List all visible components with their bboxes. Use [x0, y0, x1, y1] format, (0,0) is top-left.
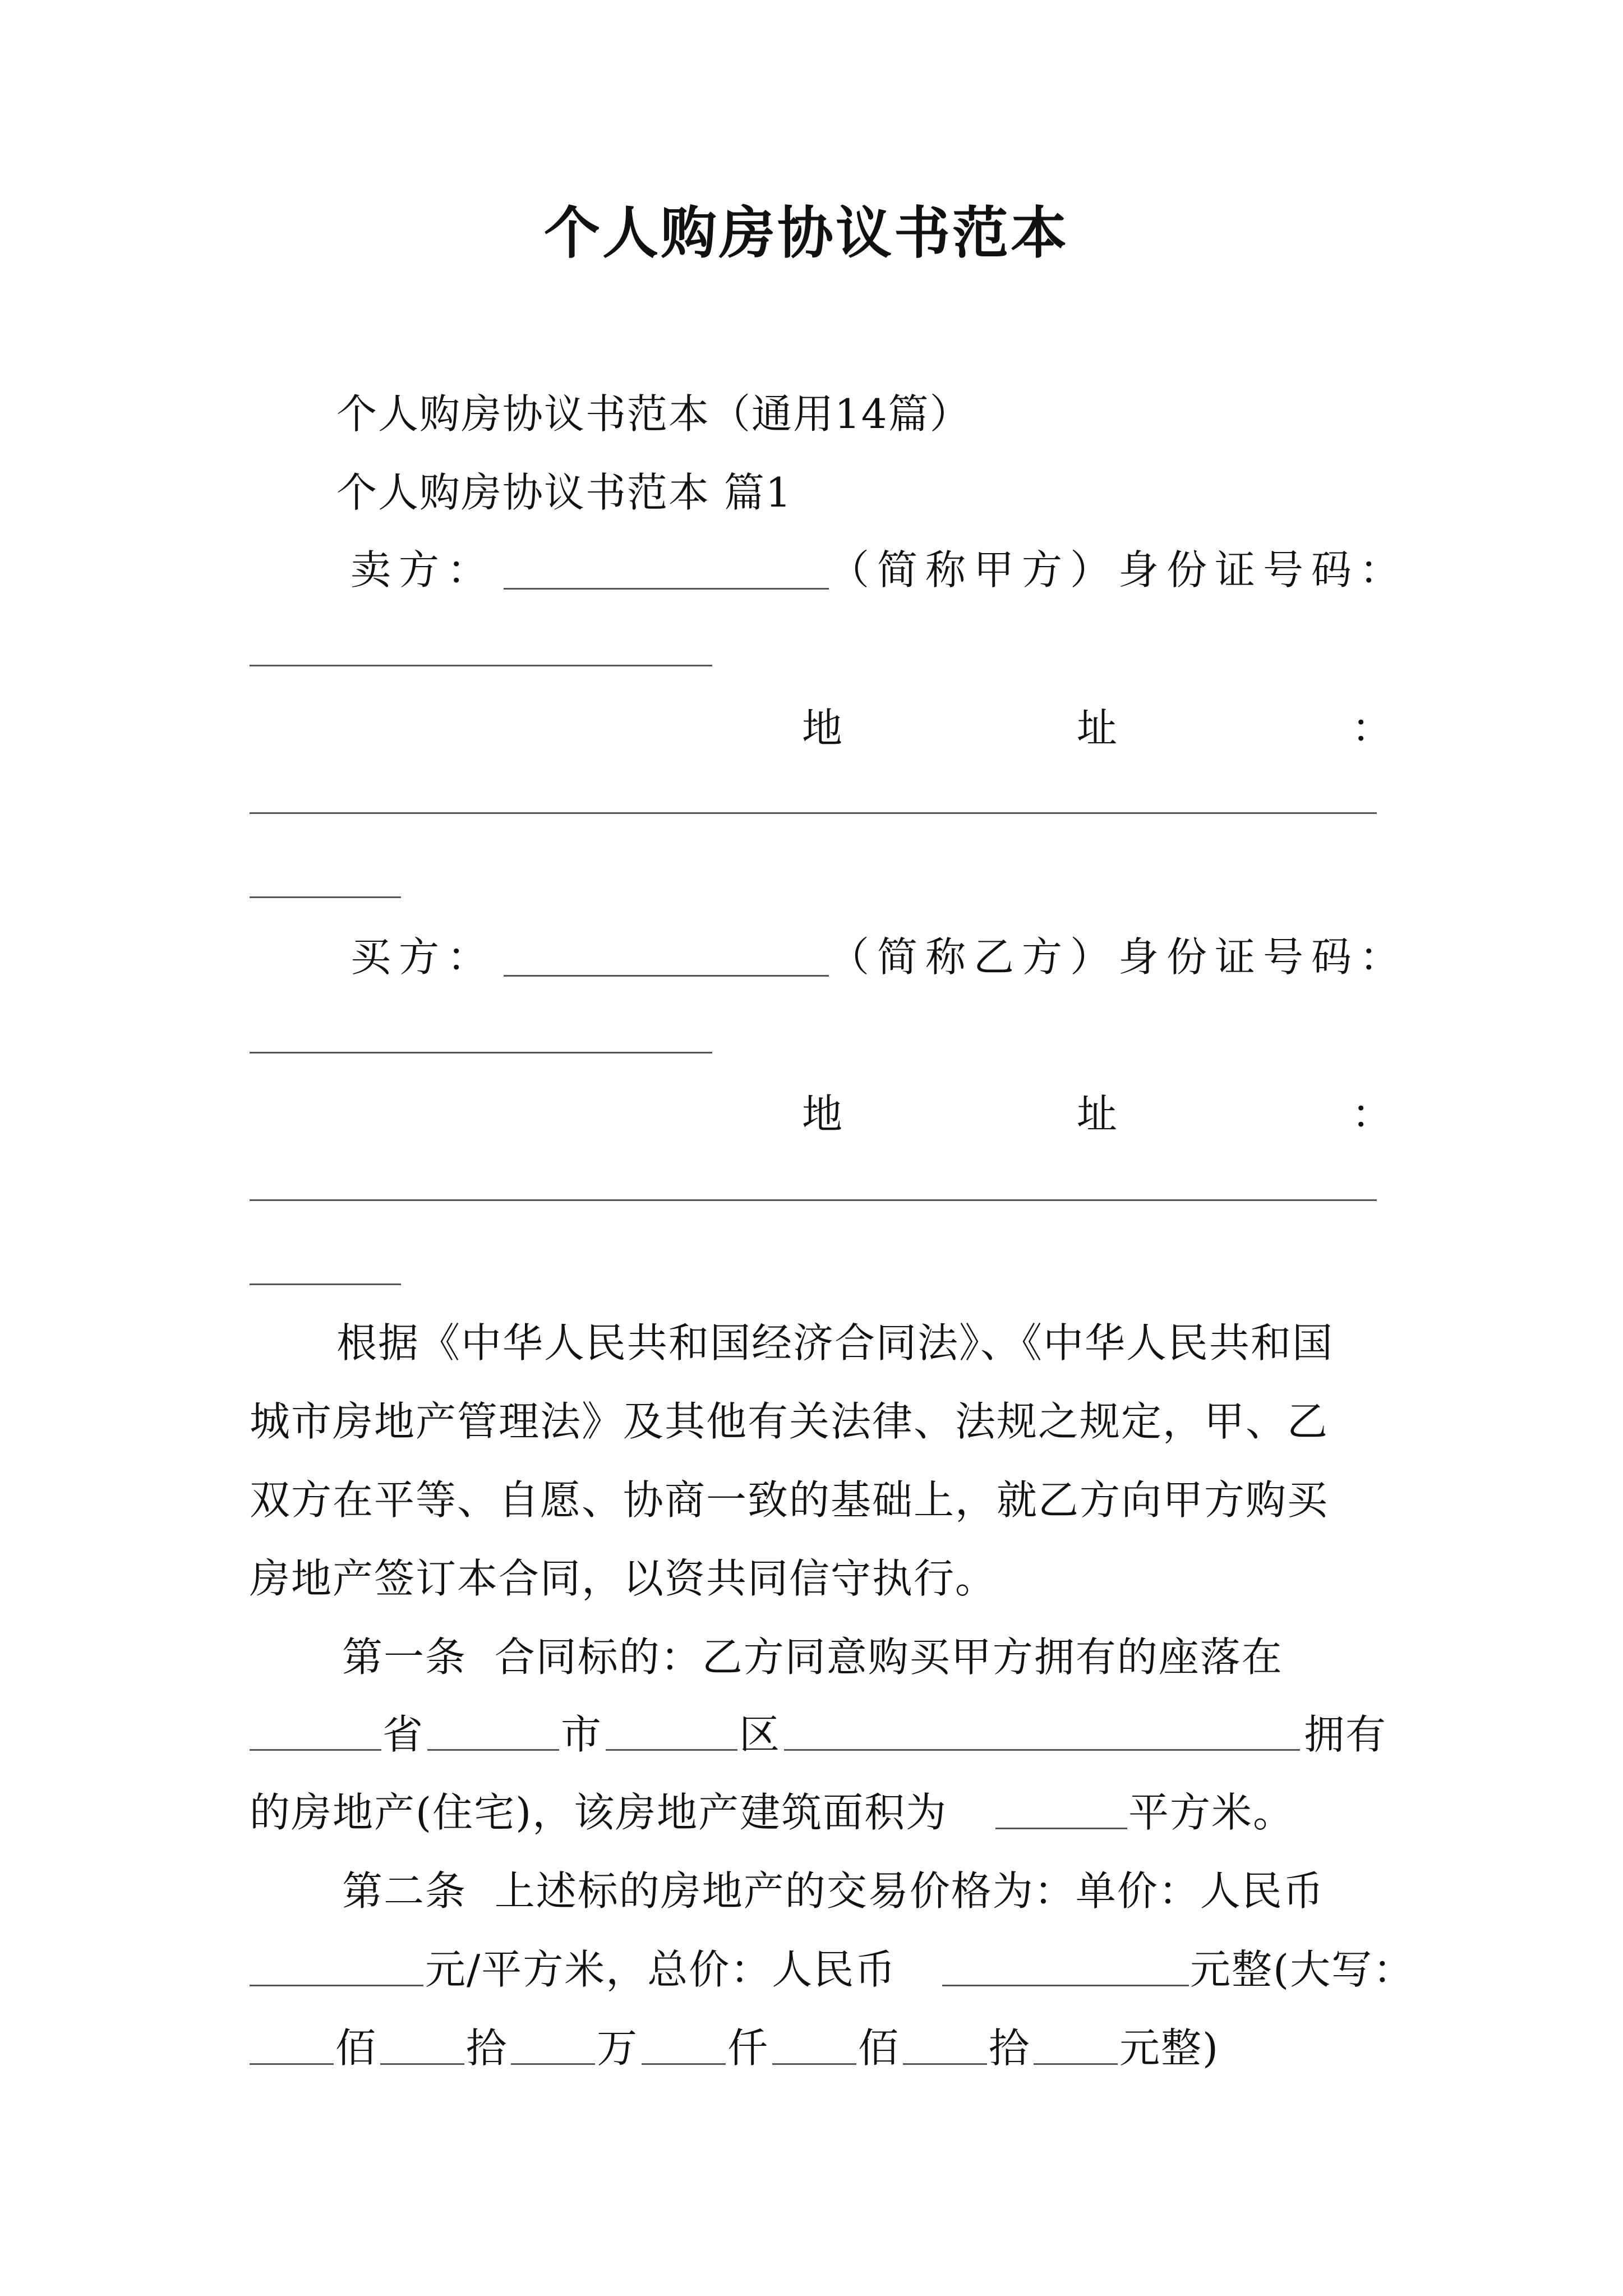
buyer-address-char-2: 址 [1077, 1091, 1119, 1138]
buyer-address-blank-1 [250, 1199, 1377, 1201]
article2-total-blank [942, 1985, 1189, 1986]
seller-address-blank-2 [250, 896, 401, 898]
article2-unit-2: 拾 [466, 2024, 508, 2072]
article1-line-1: 第一条 合同标的：乙方同意购买甲方拥有的座落在 [342, 1634, 1283, 1681]
article2-unit-5: 佰 [858, 2024, 900, 2072]
seller-address-char-1: 地 [802, 705, 844, 752]
seller-id-blank [250, 665, 712, 666]
article1-area-blank [995, 1828, 1127, 1829]
article2-unit-6: 拾 [989, 2024, 1031, 2072]
article1-district-blank [606, 1749, 737, 1751]
article1-owned: 拥有 [1304, 1711, 1387, 1758]
article1-address-blank [784, 1749, 1300, 1751]
article2-blank-3 [511, 2063, 595, 2065]
article2-unit-4: 仟 [727, 2024, 769, 2072]
article2-total-suffix: 元整(大写： [1190, 1946, 1415, 1993]
seller-address-blank-1 [250, 812, 1377, 814]
buyer-address-colon: ： [1352, 1091, 1394, 1138]
article2-blank-1 [250, 2063, 334, 2065]
article2-unit-1: 佰 [335, 2024, 377, 2072]
seller-abbr-id: （简称甲方）身份证号码： [829, 546, 1408, 593]
article2-blank-6 [903, 2063, 987, 2065]
seller-address-colon: ： [1352, 705, 1394, 752]
article2-unit: 元/平方米，总价：人民币 [425, 1946, 897, 1993]
seller-label: 卖方： [351, 546, 496, 593]
preamble-line-1: 根据《中华人民共和国经济合同法》、《中华人民共和国 [336, 1319, 1334, 1366]
article2-unit-3: 万 [597, 2024, 639, 2072]
buyer-id-blank [250, 1052, 712, 1053]
buyer-address-char-1: 地 [802, 1091, 844, 1138]
article1-line-3a: 的房地产(住宅)，该房地产建筑面积为 [250, 1789, 948, 1836]
article2-end: 元整) [1119, 2024, 1220, 2072]
article1-city: 市 [561, 1711, 603, 1758]
preamble-line-3: 双方在平等、自愿、协商一致的基础上，就乙方向甲方购买 [250, 1476, 1329, 1524]
seller-name-blank [504, 588, 829, 590]
seller-address-char-2: 址 [1077, 705, 1119, 752]
article2-unit-price-blank [250, 1985, 423, 1986]
article1-province: 省 [382, 1711, 425, 1758]
document-subtitle: 个人购房协议书范本（通用14篇） [336, 390, 971, 438]
article1-district: 区 [739, 1711, 781, 1758]
section-heading: 个人购房协议书范本 篇1 [336, 469, 792, 516]
buyer-abbr-id: （简称乙方）身份证号码： [829, 933, 1408, 981]
article2-blank-5 [772, 2063, 856, 2065]
article2-line-1: 第二条 上述标的房地产的交易价格为：单价：人民币 [342, 1867, 1325, 1915]
preamble-line-2: 城市房地产管理法》及其他有关法律、法规之规定，甲、乙 [250, 1398, 1329, 1445]
article1-province-blank [250, 1749, 381, 1751]
buyer-label: 买方： [351, 933, 496, 981]
page-title: 个人购房协议书范本 [544, 200, 1069, 266]
article1-line-3b: 平方米。 [1128, 1789, 1295, 1836]
buyer-address-blank-2 [250, 1283, 401, 1285]
buyer-name-blank [504, 975, 829, 977]
article2-blank-4 [642, 2063, 726, 2065]
article2-blank-2 [380, 2063, 464, 2065]
preamble-line-4: 房地产签订本合同，以资共同信守执行。 [250, 1555, 997, 1602]
article1-city-blank [427, 1749, 559, 1751]
article2-blank-7 [1034, 2063, 1118, 2065]
